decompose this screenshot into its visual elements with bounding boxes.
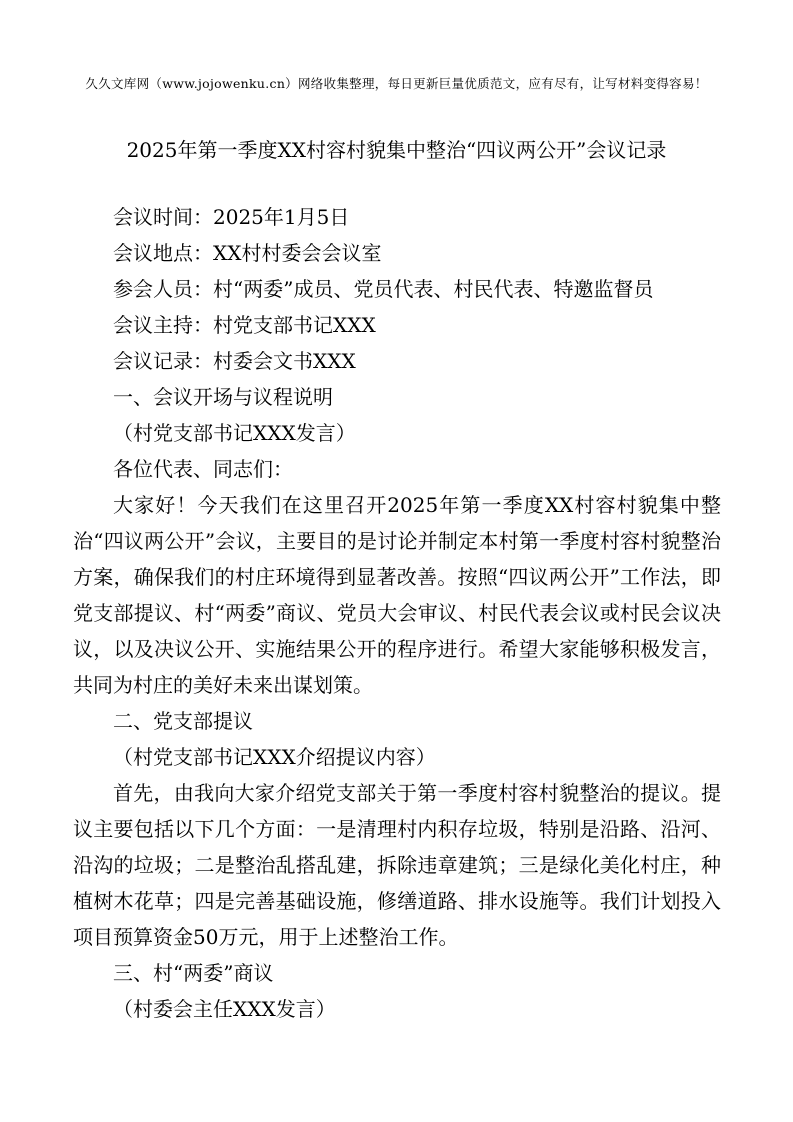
document-title: 2025年第一季度XX村容村貌集中整治“四议两公开”会议记录: [126, 138, 667, 162]
meeting-location: 会议地点：XX村村委会会议室: [113, 241, 382, 265]
website-header-note: 久久文库网（www.jojowenku.cn）网络收集整理，每日更新巨量优质范文，应有尽有，让写材料变得容易！: [85, 76, 708, 91]
section-speaker: （村委会主任XXX发言）: [113, 997, 336, 1021]
meeting-attendees: 参会人员：村“两委”成员、党员代表、村民代表、特邀监督员: [113, 277, 654, 301]
meeting-recorder: 会议记录：村委会文书XXX: [113, 349, 356, 373]
meeting-host: 会议主持：村党支部书记XXX: [113, 313, 376, 337]
section-heading: 三、村“两委”商议: [113, 961, 274, 985]
greeting: 各位代表、同志们：: [113, 457, 293, 481]
section-heading: 一、会议开场与议程说明: [113, 385, 333, 409]
section-speaker: （村党支部书记XXX发言）: [113, 421, 356, 445]
section-paragraph: 大家好！今天我们在这里召开2025年第一季度XX村容村貌集中整治“四议两公开”会议，主要目的是讨论并制定本村第一季度村容村貌整治方案，确保我们的村庄环境得到显著改善。按照“四议两公开”工作法，即党支部提议、村“两委”商议、党员大会审议、村民代表会议或村民会议决议，以及决议公开、实施结果公开的程序进行。希望大家能够积极发言，共同为村庄的美好未来出谋划策。: [73, 493, 721, 697]
meeting-time: 会议时间：2025年1月5日: [113, 205, 350, 229]
section-speaker: （村党支部书记XXX介绍提议内容）: [113, 745, 436, 769]
section-heading: 二、党支部提议: [113, 709, 253, 733]
document-body: [73, 199, 721, 1027]
section-paragraph: 首先，由我向大家介绍党支部关于第一季度村容村貌整治的提议。提议主要包括以下几个方面：一是清理村内积存垃圾，特别是沿路、沿河、沿沟的垃圾；二是整治乱搭乱建，拆除违章建筑；三是绿化美化村庄，种植树木花草；四是完善基础设施，修缮道路、排水设施等。我们计划投入项目预算资金50万元，用于上述整治工作。: [73, 781, 721, 949]
